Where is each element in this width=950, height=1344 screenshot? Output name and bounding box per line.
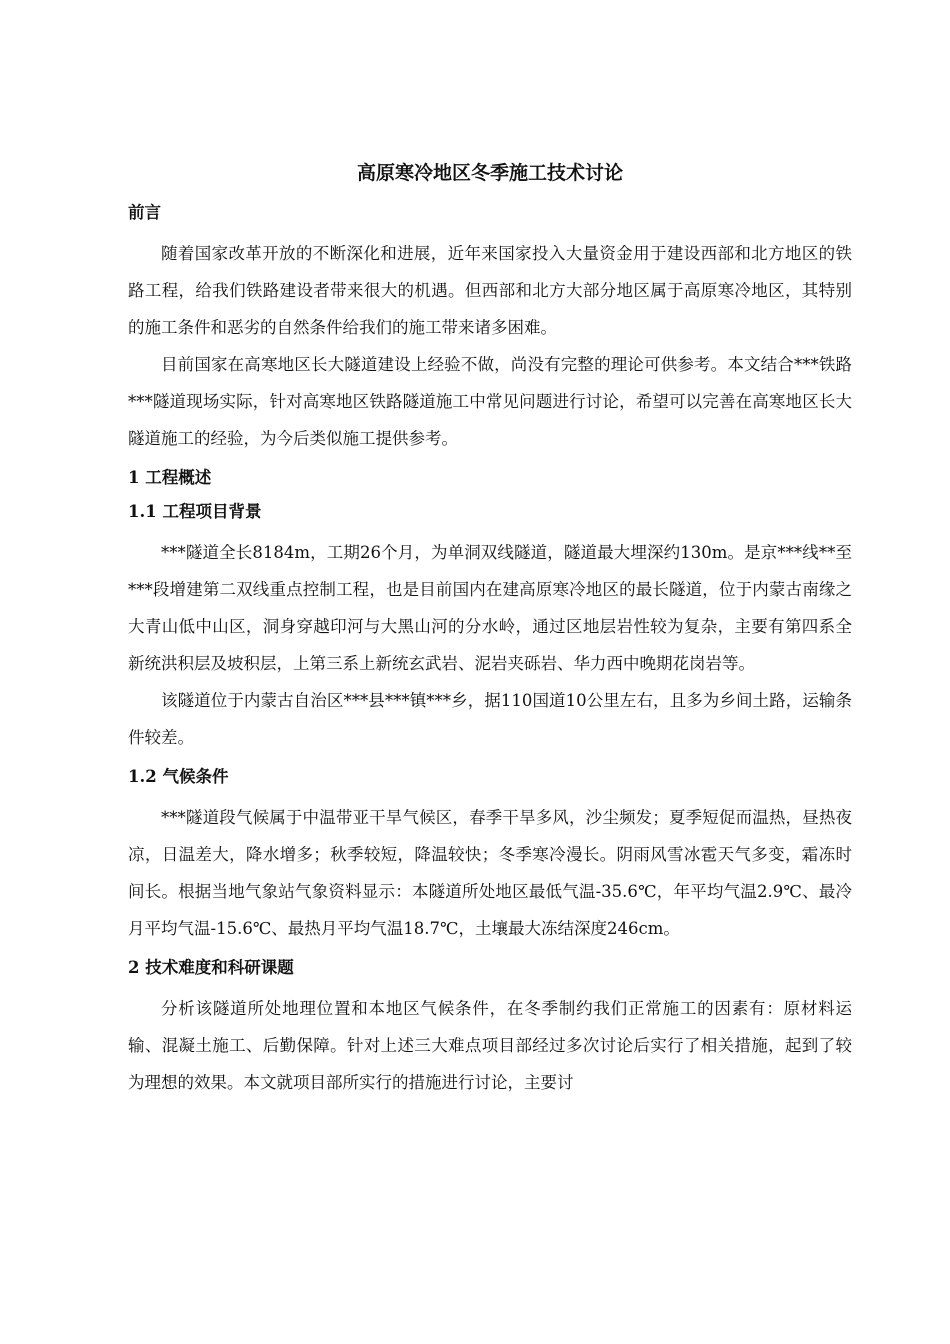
- document-page: [128, 160, 852, 1101]
- section-heading: 1.2 气候条件: [128, 767, 229, 786]
- paragraph: 分析该隧道所处地理位置和本地区气候条件，在冬季制约我们正常施工的因素有：原材料运输、混凝土施工、后勤保障。针对上述三大难点项目部经过多次讨论后实行了相关措施，起到了较为理想的效果。本文就项目部所实行的措施进行讨论，主要讨: [128, 999, 852, 1092]
- paragraph: ***隧道段气候属于中温带亚干旱气候区，春季干旱多风，沙尘频发；夏季短促而温热，昼热夜凉，日温差大，降水增多；秋季较短，降温较快；冬季寒冷漫长。阴雨风雪冰雹天气多变，霜冻时间长。根据当地气象站气象资料显示：本隧道所处地区最低气温-35.6℃，年平均气温2.9℃、最冷月平均气温-15.6℃、最热月平均气温18.7℃，土壤最大冻结深度246cm。: [128, 808, 852, 938]
- section-heading: 1.1 工程项目背景: [128, 502, 262, 521]
- paragraph: ***隧道全长8184m，工期26个月，为单洞双线隧道，隧道最大埋深约130m。是京***线**至***段增建第二双线重点控制工程，也是目前国内在建高原寒冷地区的最长隧道，位于内蒙古南缘之大青山低中山区，洞身穿越印河与大黑山河的分水岭，通过区地层岩性较为复杂，主要有第四系全新统洪积层及坡积层，上第三系上新统玄武岩、泥岩夹砾岩、华力西中晚期花岗岩等。: [128, 543, 852, 673]
- section-preface: [128, 201, 852, 457]
- section-heading: 1 工程概述: [128, 468, 212, 487]
- section-project-overview: [128, 466, 852, 490]
- section-project-background: [128, 500, 852, 756]
- section-heading: 2 技术难度和科研课题: [128, 958, 294, 977]
- paragraph: 该隧道位于内蒙古自治区***县***镇***乡，据110国道10公里左右，且多为乡间土路，运输条件较差。: [128, 691, 852, 747]
- section-heading: 前言: [128, 203, 161, 222]
- paragraph: 随着国家改革开放的不断深化和进展，近年来国家投入大量资金用于建设西部和北方地区的铁路工程，给我们铁路建设者带来很大的机遇。但西部和北方大部分地区属于高原寒冷地区，其特别的施工条件和恶劣的自然条件给我们的施工带来诸多困难。: [128, 244, 852, 337]
- section-technical-difficulties: [128, 956, 852, 1101]
- document-title: 高原寒冷地区冬季施工技术讨论: [356, 162, 623, 184]
- section-climate-conditions: [128, 765, 852, 947]
- paragraph: 目前国家在高寒地区长大隧道建设上经验不做，尚没有完整的理论可供参考。本文结合***铁路***隧道现场实际，针对高寒地区铁路隧道施工中常见问题进行讨论，希望可以完善在高寒地区长大隧道施工的经验，为今后类似施工提供参考。: [128, 355, 852, 448]
